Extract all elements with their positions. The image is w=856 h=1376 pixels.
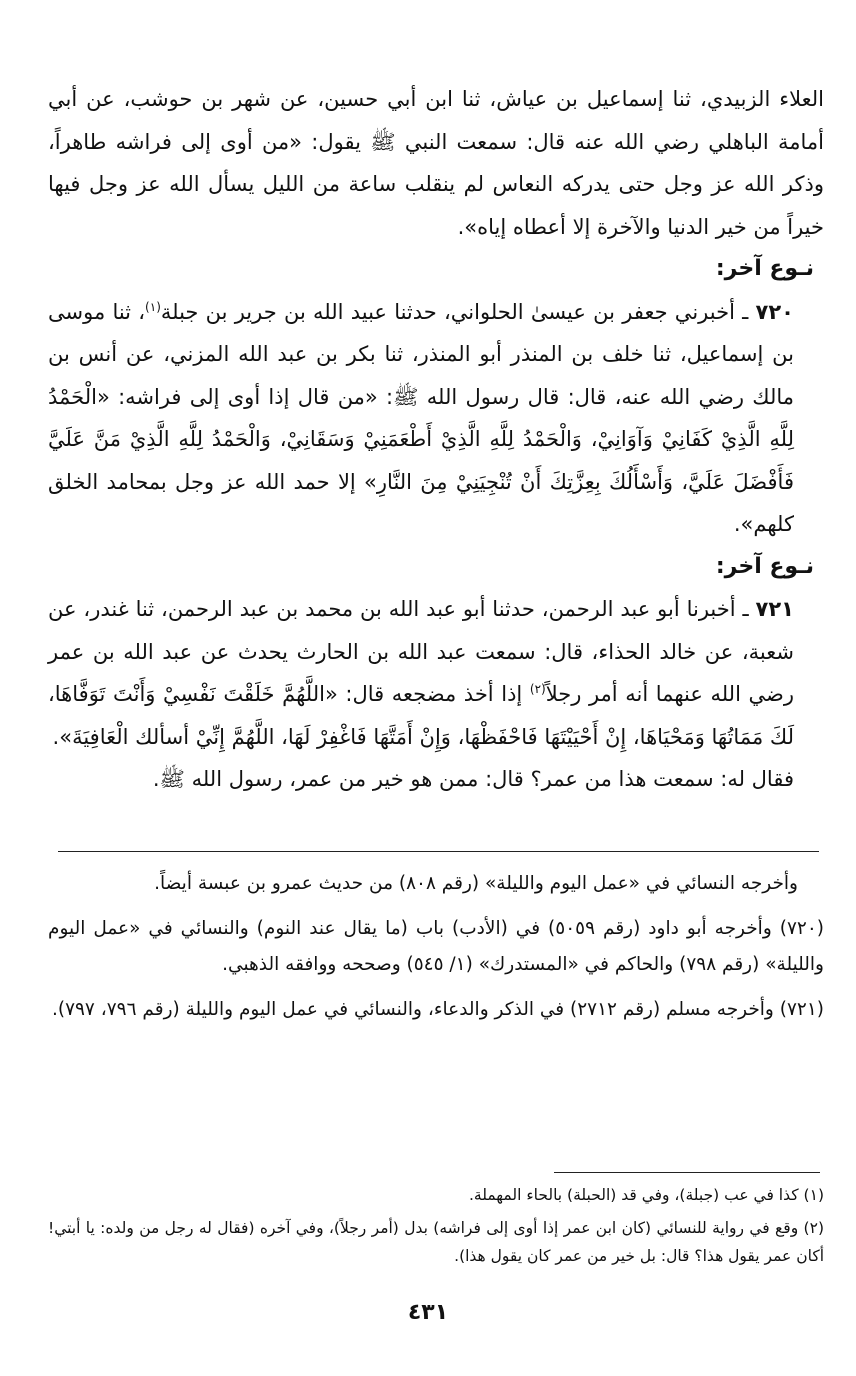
hadith-text: ـ أخبرني جعفر بن عيسىٰ الحلواني، حدثنا عبيد الله بن جرير بن جبلة (160, 299, 756, 324)
section-heading: نـوع آخر: (715, 553, 814, 579)
note-721: (٧٢١) وأخرجه مسلم (رقم ٢٧١٢) في الذكر والدعاء، والنسائي في عمل اليوم والليلة (رقم ٧٩٦، ٧٩٧). (51, 999, 824, 1020)
continued-paragraph: العلاء الزبيدي، ثنا إسماعيل بن عياش، ثنا ابن أبي حسين، عن شهر بن حوشب، عن أبي أمامة الباهلي رضي الله عنه قال: سمعت النبي ﷺ يقول: «من أوى إلى فراشه طاهراً، وذكر الله عز وجل حتى يدركه النعاس لم ينقلب ساعة من الليل يسأل الله عز وجل فيها خيراً من خير الدنيا والآخرة إلا أعطاه إياه». (48, 87, 824, 239)
footnotes (48, 1181, 824, 1275)
footnote-ref-2[interactable]: (٢) (529, 682, 546, 696)
hadith-number: ٧٢١ (755, 597, 794, 621)
hadith-720 (48, 291, 824, 546)
notes-divider (58, 851, 819, 852)
footnote-2: (٢) وقع في رواية للنسائي (كان ابن عمر إذا أوى إلى فراشه) بدل (أمر رجلاً)، وفي آخره (فقال له رجل من ولده: يا أبتي! أكان عمر يقول هذا؟ قال: بل خير من عمر كان يقول هذا). (48, 1219, 824, 1265)
main-text (48, 78, 824, 801)
footnote-1: (١) كذا في عب (جبلة)، وفي قد (الحبلة) بالحاء المهملة. (468, 1186, 824, 1204)
footnotes-divider (554, 1172, 820, 1173)
page-number: ٤٣١ (407, 1300, 449, 1325)
hadith-text: ـ أخبرنا أبو عبد الرحمن، حدثنا أبو عبد الله بن محمد بن عبد الرحمن، ثنا غندر، عن شعبة، عن خالد الحذاء، قال: سمعت عبد الله بن الحارث يحدث عن عبد الله بن عمر رضي الله عنهما أنه أمر رجلاً (48, 597, 794, 706)
takhrij-notes (48, 866, 824, 1037)
note-continued: وأخرجه النسائي في «عمل اليوم والليلة» (رقم ٨٠٨) من حديث عمرو بن عبسة أيضاً. (154, 873, 798, 894)
section-heading: نـوع آخر: (715, 256, 814, 281)
note-720: (٧٢٠) وأخرجه أبو داود (رقم ٥٠٥٩) في (الأدب) باب (ما يقال عند النوم) والنسائي في «عمل اليوم والليلة» (رقم ٧٩٨) والحاكم في «المستدرك» (١/ ٥٤٥) وصححه ووافقه الذهبي. (48, 918, 824, 975)
hadith-721 (48, 588, 824, 758)
closing-paragraph: فقال له: سمعت هذا من عمر؟ قال: ممن هو خير من عمر، رسول الله ﷺ. (152, 767, 794, 791)
hadith-text: ، ثنا موسى بن إسماعيل، ثنا خلف بن المنذر أبو المنذر، ثنا بكر بن عبد الله المزني، عن أنس بن مالك رضي الله عنه، قال: قال رسول الله ﷺ: «من قال إذا أوى إلى فراشه: «الْحَمْدُ لِلَّهِ الَّذِيْ كَفَانِيْ وَآوَانِيْ، وَالْحَمْدُ لِلَّهِ الَّذِيْ أَطْعَمَنِيْ وَسَقَانِيْ، وَالْحَمْدُ لِلَّهِ الَّذِيْ مَنَّ عَلَيَّ فَأَفْضَلَ عَلَيَّ، وَأَسْأَلُكَ بِعِزَّتِكَ أَنْ تُنْجِيَنِيْ مِنَ النَّارِ» إلا حمد الله عز وجل بمحامد الخلق كلهم». (48, 299, 794, 536)
footnote-ref-1[interactable]: (١) (145, 299, 161, 314)
hadith-text: إذا أخذ مضجعه قال: «اللَّهُمَّ خَلَقْتَ نَفْسِيْ وَأَنْتَ تَوَفَّاهَا، لَكَ مَمَاتُهَا وَمَحْيَاهَا، إِنْ أَحْيَيْتَهَا فَاحْفَظْهَا، وَإِنْ أَمَتَّهَا فَاغْفِرْ لَهَا، اللَّهُمَّ إِنِّيْ أسألك الْعَافِيَةَ». (48, 682, 794, 749)
hadith-number: ٧٢٠ (755, 299, 794, 324)
